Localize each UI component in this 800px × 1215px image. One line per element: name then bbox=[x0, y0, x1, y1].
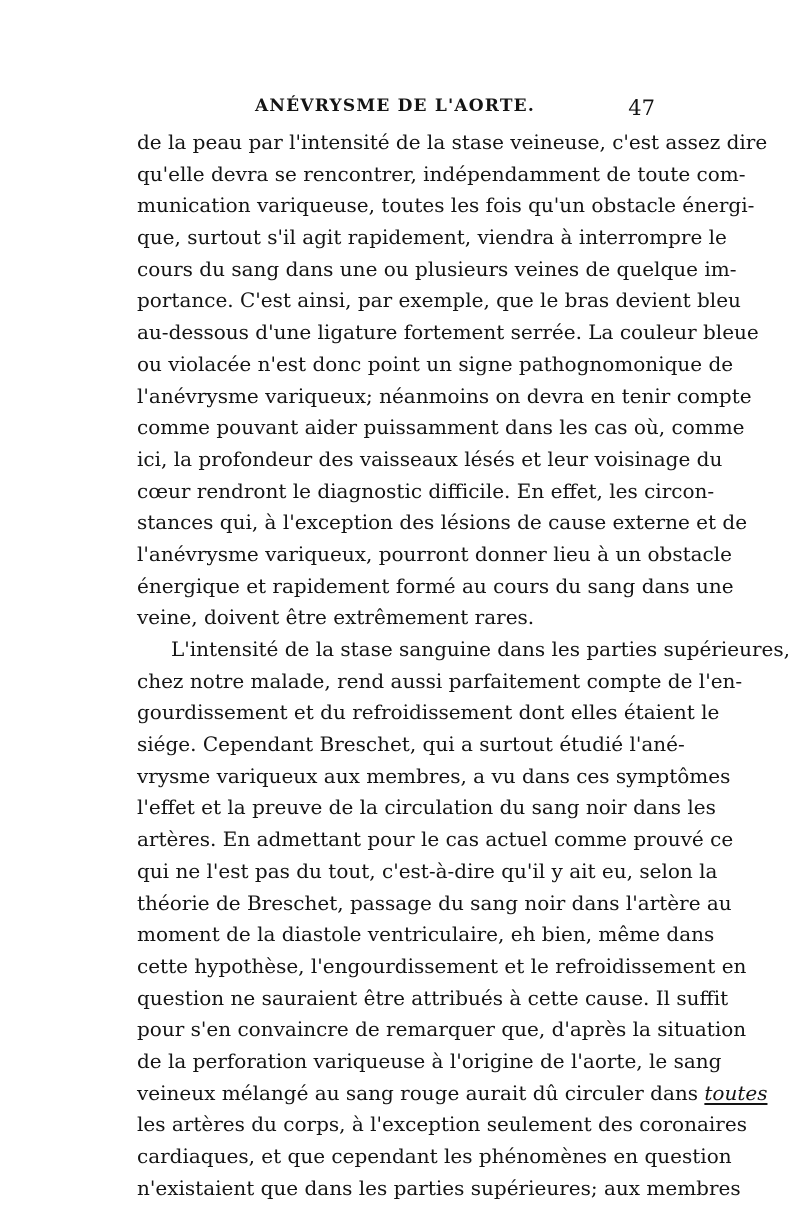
text-line: portance. C'est ainsi, par exemple, que le bras devient bleu bbox=[137, 288, 741, 313]
text-line: cette hypothèse, l'engourdissement et le refroidissement en bbox=[137, 953, 747, 978]
text-line: comme pouvant aider puissamment dans les cas où, comme bbox=[137, 415, 745, 440]
text-line: vrysme variqueux aux membres, a vu dans ces symptômes bbox=[137, 763, 731, 788]
text-line: qui ne l'est pas du tout, c'est-à-dire qu'il y ait eu, selon la bbox=[137, 858, 718, 883]
text-line: l'anévrysme variqueux, pourront donner lieu à un obstacle bbox=[137, 541, 732, 566]
text-line: siége. Cependant Breschet, qui a surtout étudié l'ané- bbox=[137, 732, 685, 757]
text-line: artères. En admettant pour le cas actuel comme prouvé ce bbox=[137, 827, 734, 852]
text-line: ici, la profondeur des vaisseaux lésés et leur voisinage du bbox=[137, 446, 723, 471]
text-line: n'existaient que dans les parties supérieures; aux membres bbox=[137, 1175, 741, 1200]
text-line-with-italic bbox=[137, 1078, 768, 1110]
line-text: veineux mélangé au sang rouge aurait dû circuler dans bbox=[137, 1080, 699, 1105]
text-line: de la peau par l'intensité de la stase veineuse, c'est assez dire bbox=[137, 130, 768, 154]
text-line: munication variqueuse, toutes les fois qu'un obstacle énergi- bbox=[137, 193, 755, 218]
text-line: énergique et rapidement formé au cours du sang dans une bbox=[137, 573, 734, 598]
running-title: ANÉVRYSME DE L'AORTE. bbox=[255, 96, 535, 116]
body-text bbox=[137, 127, 791, 1204]
text-line: stances qui, à l'exception des lésions de cause externe et de bbox=[137, 510, 748, 535]
running-head bbox=[135, 96, 655, 122]
text-line: au-dessous d'une ligature fortement serrée. La couleur bleue bbox=[137, 320, 759, 345]
italic-word: toutes bbox=[704, 1080, 768, 1105]
text-line: qu'elle devra se rencontrer, indépendamment de toute com- bbox=[137, 161, 746, 186]
text-line: l'anévrysme variqueux; néanmoins on devra en tenir compte bbox=[137, 383, 752, 408]
text-line: gourdissement et du refroidissement dont elles étaient le bbox=[137, 700, 720, 725]
text-line: ou violacée n'est donc point un signe pathognomonique de bbox=[137, 351, 734, 376]
text-line: cœur rendront le diagnostic difficile. En effet, les circon- bbox=[137, 478, 715, 503]
text-line: l'effet et la preuve de la circulation du sang noir dans les bbox=[137, 795, 716, 820]
text-line: que, surtout s'il agit rapidement, viendra à interrompre le bbox=[137, 225, 727, 250]
text-line: théorie de Breschet, passage du sang noir dans l'artère au bbox=[137, 890, 732, 915]
paragraph-end-line: veine, doivent être extrêmement rares. bbox=[137, 605, 535, 630]
page-number: 47 bbox=[628, 96, 655, 120]
text-line: moment de la diastole ventriculaire, eh bien, même dans bbox=[137, 922, 715, 947]
text-line: les artères du corps, à l'exception seulement des coronaires bbox=[137, 1112, 747, 1137]
paragraph-start-line: L'intensité de la stase sanguine dans les parties supérieures, bbox=[171, 637, 791, 661]
text-line: cardiaques, et que cependant les phénomènes en question bbox=[137, 1144, 732, 1168]
text-line: de la perforation variqueuse à l'origine de l'aorte, le sang bbox=[137, 1048, 722, 1073]
text-line: chez notre malade, rend aussi parfaitement compte de l'en- bbox=[137, 668, 743, 693]
text-line: cours du sang dans une ou plusieurs veines de quelque im- bbox=[137, 256, 737, 281]
text-line: question ne sauraient être attribués à cette cause. Il suffit bbox=[137, 985, 729, 1010]
text-line: pour s'en convaincre de remarquer que, d'après la situation bbox=[137, 1017, 747, 1042]
